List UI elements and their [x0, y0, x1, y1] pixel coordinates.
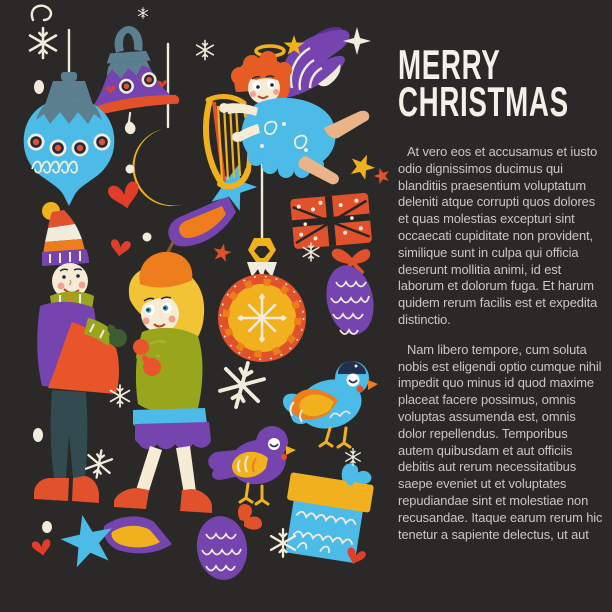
snowflake-icon	[217, 358, 267, 412]
snowflake-icon	[85, 448, 113, 479]
angel-with-harp-icon	[206, 27, 369, 186]
star-icon	[346, 150, 378, 182]
text-column	[398, 41, 604, 556]
snowflake-icon	[138, 8, 147, 19]
heart-icon	[31, 539, 52, 557]
star-icon	[211, 242, 232, 263]
title-line-1: MERRY	[398, 41, 501, 88]
purple-bird-icon	[208, 426, 296, 504]
crescent-moon-icon	[132, 129, 184, 206]
body-paragraph-2: Nam libero tempore, cum soluta nobis est eligendi optio cumque nihil impedit quo minus id quod maxime placeat facere possimus, omnis voluptas assumenda est, omnis dolor repellendus. Temporibus autem quibusdam et aut officiis debitis aut rerum necessitatibus saepe eveniet ut et voluptates repudiandae sint et molestiae non recusandae. Itaque earum rerum hic tenetur a sapiente delectus, ut aut	[398, 341, 603, 542]
bluebird-icon	[283, 361, 378, 447]
heart-icon	[109, 239, 131, 258]
page-title	[398, 41, 604, 125]
orange-bauble-icon	[218, 238, 306, 362]
snowflake-icon	[346, 449, 361, 466]
pinecone-ornament-icon	[320, 249, 380, 339]
star-icon	[372, 166, 392, 185]
girl-in-beret-icon	[114, 242, 212, 513]
heart-icon	[107, 181, 142, 212]
snowflake-icon	[197, 40, 214, 59]
shooting-star-bottom-icon	[57, 510, 172, 570]
snowflake-icon	[30, 28, 56, 58]
red-gift-box-icon	[290, 193, 372, 250]
body-paragraph-1: At vero eos et accusamus et iusto odio dignissimos ducimus qui blanditiis praesentium voluptatum deleniti atque corrupti quos dolores et quas molestias excepturi sint occaecati cupiditate non provident, similique sunt in culpa qui officia deserunt mollitia animi, id est laborum et dolorum fuga. Et harum quidem rerum facilis est et expedita distinctio.	[398, 144, 598, 327]
sparkle-star-icon	[343, 27, 371, 55]
hanger-hook-icon	[32, 6, 51, 20]
pinecone-icon	[193, 504, 262, 583]
title-line-2: CHRISTMAS	[398, 78, 569, 125]
